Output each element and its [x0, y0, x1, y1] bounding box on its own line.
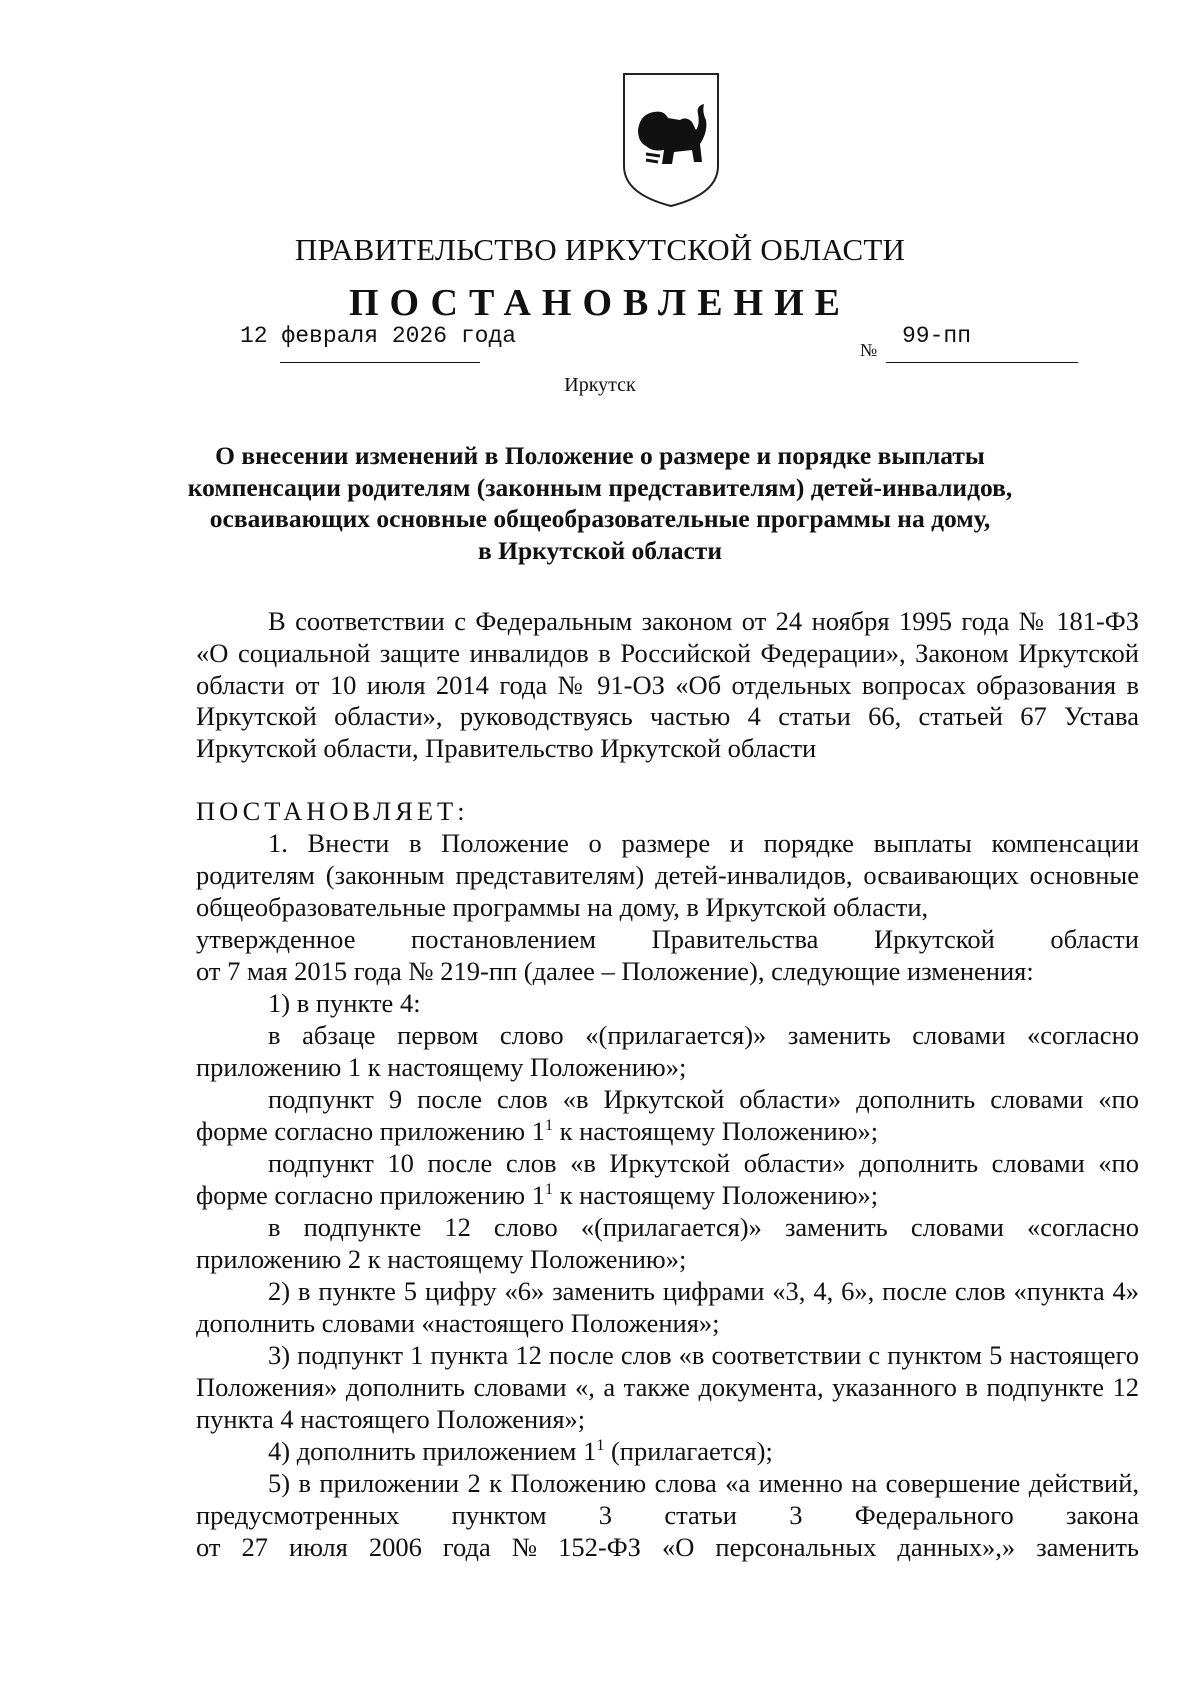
subitem-1-b-line1: подпункт 9 после слов «в Иркутской области» дополнить словами «по [268, 1084, 1139, 1114]
superscript: 1 [544, 1117, 553, 1135]
document-heading [170, 440, 1030, 566]
word: постановлением [411, 924, 597, 954]
word: июля [289, 1532, 348, 1562]
coat-of-arms-icon [616, 70, 726, 210]
decree-word: ПОСТАНОВЛЯЕТ: [196, 796, 469, 826]
word: Иркутской [874, 924, 995, 954]
text: 4) дополнить приложением 1 [268, 1436, 597, 1466]
word: от [196, 1532, 221, 1562]
text: к настоящему Положению»; [552, 1180, 879, 1210]
subitem-5: 5) в приложении 2 к Положению слова «а именно на совершение действий, предусмотренных пунктом 3 статьи 3 Федерального закона [196, 1468, 1139, 1530]
heading-line: компенсации родителям (законным представителям) детей-инвалидов, [187, 472, 1013, 502]
text: форме согласно приложению 1 [196, 1180, 545, 1210]
subitem-5-last-line [196, 1532, 1139, 1564]
subitem-1-b-line2 [196, 1116, 1139, 1148]
word: года [442, 1532, 491, 1562]
item-1-spread-line [196, 924, 1139, 956]
number-underline [886, 362, 1078, 363]
number-sign: № [860, 340, 878, 360]
heading-line: осваивающих основные общеобразовательные программы на дому, [209, 504, 991, 533]
word: заменить [1036, 1532, 1139, 1562]
word: персональных [715, 1532, 877, 1562]
date-underline [280, 362, 480, 363]
word: данных»,» [897, 1532, 1016, 1562]
government-name: ПРАВИТЕЛЬСТВО ИРКУТСКОЙ ОБЛАСТИ [294, 232, 906, 267]
word: утвержденное [196, 924, 356, 954]
item-1-end: от 7 мая 2015 года № 219-пп (далее – Положение), следующие изменения: [196, 956, 1034, 986]
subitem-2: 2) в пункте 5 цифру «6» заменить цифрами «3, 4, 6», после слов «пункта 4» дополнить словами «настоящего Положения»; [196, 1276, 1139, 1338]
text: (прилагается); [604, 1436, 773, 1466]
subitem-1-a: в абзаце первом слово «(прилагается)» заменить словами «согласно приложению 1 к настоящему Положению»; [196, 1020, 1139, 1082]
subitem-1-c-line1: подпункт 10 после слов «в Иркутской области» дополнить словами «по [268, 1148, 1139, 1178]
subitem-1-d: в подпункте 12 слово «(прилагается)» заменить словами «согласно приложению 2 к настоящему Положению»; [196, 1212, 1139, 1274]
superscript: 1 [596, 1437, 605, 1455]
word: 27 [241, 1532, 269, 1562]
text: форме согласно приложению 1 [196, 1116, 545, 1146]
heading-line: О внесении изменений в Положение о размере и порядке выплаты [215, 441, 985, 470]
subitem-1-c-line2 [196, 1180, 1139, 1212]
subitem-1: 1) в пункте 4: [268, 988, 421, 1018]
word: Правительства [651, 924, 819, 954]
document-type: ПОСТАНОВЛЕНИЕ [348, 282, 852, 324]
word: области [1050, 924, 1139, 954]
word: № [511, 1532, 538, 1562]
word: 2006 [368, 1532, 422, 1562]
superscript: 1 [544, 1181, 553, 1199]
heading-line: в Иркутской области [477, 535, 723, 565]
document-date: 12 февраля 2026 года [240, 323, 517, 349]
subitem-3: 3) подпункт 1 пункта 12 после слов «в соответствии с пунктом 5 настоящего Положения» дополнить словами «, а также документа, указанного в подпункте 12 пункта 4 настоящего Положения»; [196, 1340, 1139, 1434]
word: «О [661, 1532, 695, 1562]
text: к настоящему Положению»; [552, 1116, 879, 1146]
city: Иркутск [564, 374, 636, 396]
item-1-intro: 1. Внести в Положение о размере и порядке выплаты компенсации родителям (законным представителям) детей-инвалидов, осваивающих основные общеобразовательные программы на дому, в Иркутской области, [196, 828, 1139, 922]
document-number: 99-пп [902, 323, 972, 349]
word: 152-ФЗ [558, 1532, 641, 1562]
preamble-paragraph: В соответствии с Федеральным законом от 24 ноября 1995 года № 181-ФЗ «О социальной защите инвалидов в Российской Федерации», Законом Иркутской области от 10 июля 2014 года № 91-ОЗ «Об отдельных вопросах образования в Иркутской области», руководствуясь частью 4 статьи 66, статьей 67 Устава Иркутской области, Правительство Иркутской области [196, 606, 1139, 764]
subitem-4 [268, 1436, 1139, 1468]
